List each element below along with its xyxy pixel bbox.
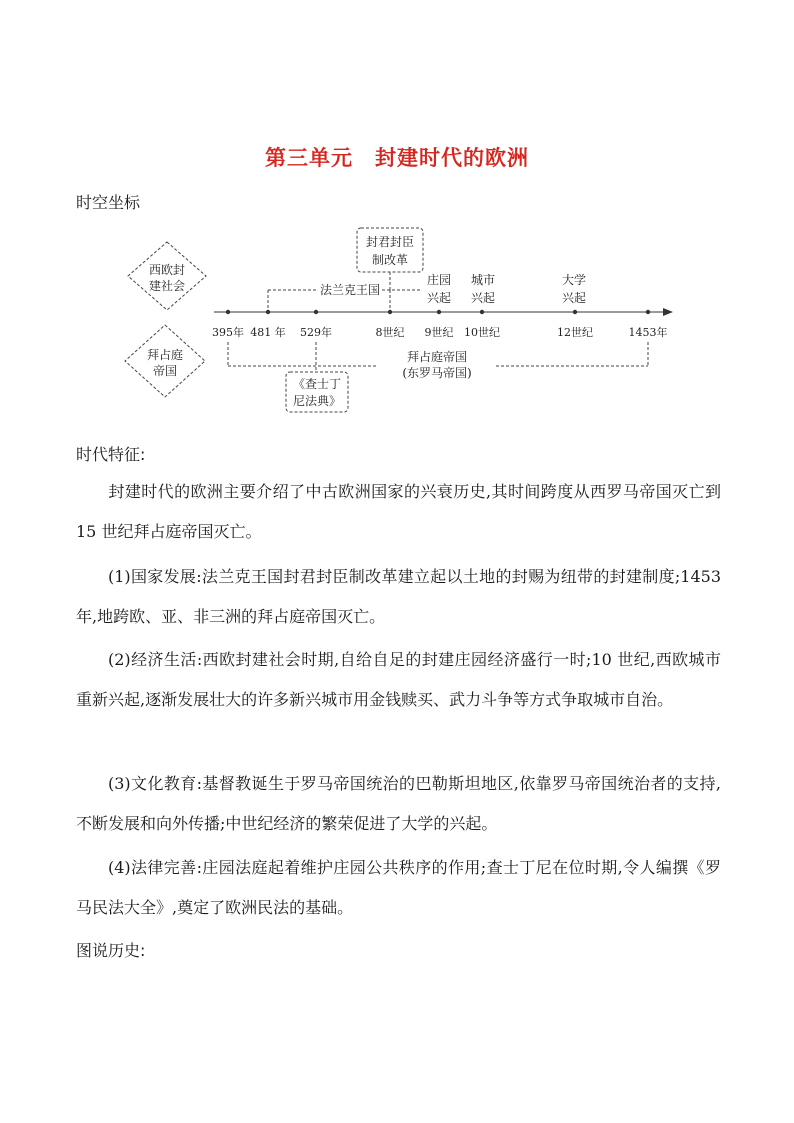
frankish-label: 法兰克王国 xyxy=(319,283,381,297)
reform-box xyxy=(357,228,423,272)
tick-1453 xyxy=(629,310,668,339)
reform-label-2: 制改革 xyxy=(371,253,409,267)
justinian-code-label-1: 《查士丁 xyxy=(292,377,342,391)
paragraph-text: 封建时代的欧洲主要介绍了中古欧洲国家的兴衰历史,其时间跨度从西罗马帝国灭亡到15 世纪拜占庭帝国灭亡。 xyxy=(76,482,721,541)
paragraph-state-development xyxy=(76,557,721,637)
manor-label-1: 庄园 xyxy=(426,273,452,287)
tick-395 xyxy=(212,310,244,339)
justinian-code-label-2: 尼法典》 xyxy=(292,394,342,408)
tick-label: 8世纪 xyxy=(375,326,405,339)
images-heading: 图说历史: xyxy=(76,941,146,960)
features-heading: 时代特征: xyxy=(76,445,146,464)
paragraph-text: (2)经济生活:西欧封建社会时期,自给自足的封建庄园经济盛行一时;10 世纪,西欧城市重新兴起,逐渐发展壮大的许多新兴城市用金钱赎买、武力斗争等方式争取城市自治。 xyxy=(76,650,721,709)
timeline-heading: 时空坐标 xyxy=(76,193,141,212)
tick-label: 481 年 xyxy=(250,326,286,339)
tick-10th-century xyxy=(464,310,500,339)
paragraph-intro xyxy=(76,472,721,552)
university-label-1: 大学 xyxy=(561,273,587,287)
paragraph-law xyxy=(76,848,721,928)
justinian-code-box xyxy=(286,372,348,412)
byzantine-span xyxy=(228,342,648,380)
paragraph-text: (4)法律完善:庄园法庭起着维护庄园公共秩序的作用;查士丁尼在位时期,令人编撰《罗马民法大全》,奠定了欧洲民法的基础。 xyxy=(76,858,721,917)
university-label-2: 兴起 xyxy=(561,291,587,305)
paragraph-text: (1)国家发展:法兰克王国封君封臣制改革建立起以土地的封赐为纽带的封建制度;1453 年,地跨欧、亚、非三洲的拜占庭帝国灭亡。 xyxy=(76,567,721,626)
city-label-1: 城市 xyxy=(470,273,496,287)
paragraph-text: (3)文化教育:基督教诞生于罗马帝国统治的巴勒斯坦地区,依靠罗马帝国统治者的支持,不断发展和向外传播;中世纪经济的繁荣促进了大学的兴起。 xyxy=(76,774,721,833)
byzantine-label-1: 拜占庭 xyxy=(146,348,184,362)
title-topic: 封建时代的欧洲 xyxy=(375,146,529,170)
paragraph-culture-education xyxy=(76,764,721,844)
tick-label: 9世纪 xyxy=(424,326,454,339)
tick-label: 395年 xyxy=(212,326,244,339)
timeline-diagram xyxy=(110,222,680,417)
title-unit: 第三单元 xyxy=(265,146,353,170)
tick-label: 12世纪 xyxy=(557,326,593,339)
tick-529 xyxy=(300,310,332,339)
tick-481 xyxy=(250,310,286,339)
west-feudal-diamond xyxy=(128,242,206,310)
tick-8th-century xyxy=(376,310,405,339)
byzantine-span-label-2: (东罗马帝国) xyxy=(402,366,472,380)
tick-label: 1453年 xyxy=(628,326,668,339)
paragraph-economic-life xyxy=(76,640,721,720)
page-title xyxy=(0,142,794,172)
tick-12th-century xyxy=(557,310,593,339)
west-feudal-label-1: 西欧封 xyxy=(148,263,186,277)
byzantine-diamond xyxy=(125,325,205,397)
frankish-span xyxy=(268,282,420,312)
west-feudal-label-2: 建社会 xyxy=(148,279,186,293)
byzantine-label-2: 帝国 xyxy=(152,364,178,378)
byzantine-span-label-1: 拜占庭帝国 xyxy=(406,350,468,364)
tick-label: 529年 xyxy=(300,326,332,339)
tick-label: 10世纪 xyxy=(464,326,500,339)
manor-label-2: 兴起 xyxy=(426,291,452,305)
city-label-2: 兴起 xyxy=(470,291,496,305)
tick-9th-century xyxy=(425,310,454,339)
reform-label-1: 封君封臣 xyxy=(365,235,415,249)
